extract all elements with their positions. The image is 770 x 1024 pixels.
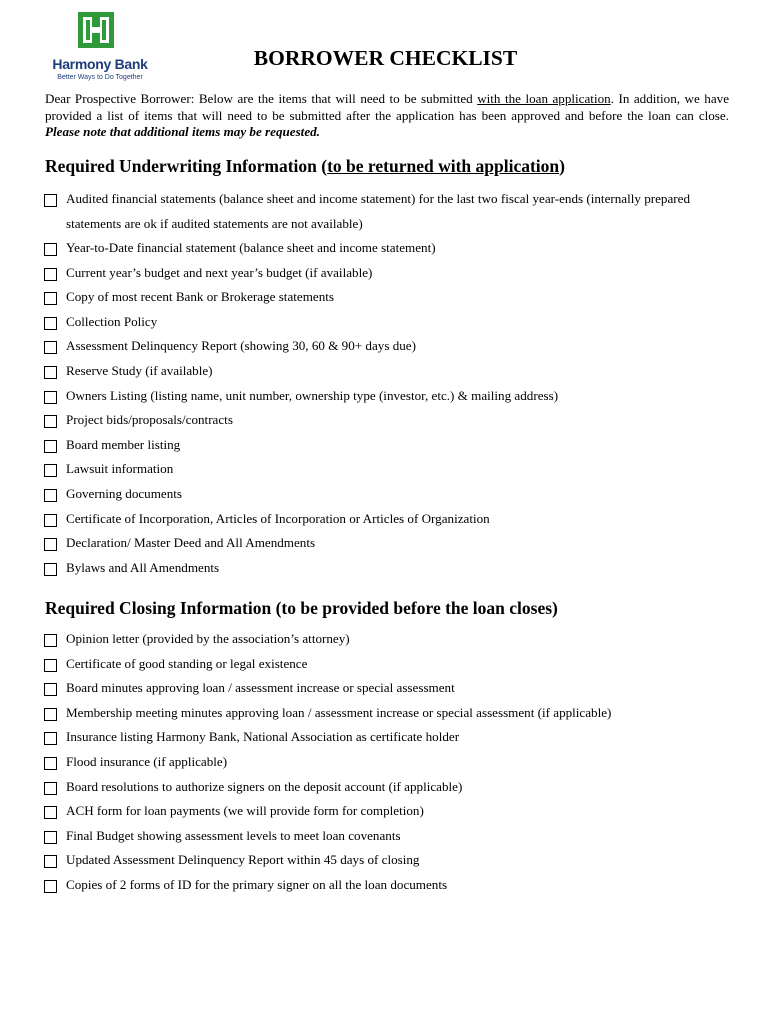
checklist-item-label: Membership meeting minutes approving loan / assessment increase or special assessment (if applicable) — [66, 704, 612, 720]
checklist-item-label: Board resolutions to authorize signers on the deposit account (if applicable) — [66, 778, 463, 794]
checklist-item — [44, 878, 744, 903]
checkbox[interactable] — [44, 489, 57, 502]
checkbox[interactable] — [44, 268, 57, 281]
logo-tagline: Better Ways to Do Together — [57, 74, 143, 81]
checkbox[interactable] — [44, 440, 57, 453]
checkbox[interactable] — [44, 708, 57, 721]
checkbox[interactable] — [44, 782, 57, 795]
checkbox[interactable] — [44, 243, 57, 256]
checklist-item-label: Opinion letter (provided by the association’s attorney) — [66, 631, 350, 646]
checkbox[interactable] — [44, 659, 57, 672]
checkbox[interactable] — [44, 538, 57, 551]
closing-section-heading: Required Closing Information (to be provided before the loan closes) — [45, 598, 558, 618]
logo-bank-name: Harmony Bank — [52, 56, 148, 72]
checklist-item-label: Current year’s budget and next year’s budget (if available) — [66, 264, 373, 280]
checklist-item-label: Final Budget showing assessment levels to meet loan covenants — [66, 827, 401, 843]
checklist-item-label: Certificate of good standing or legal existence — [66, 655, 308, 671]
checkbox[interactable] — [44, 366, 57, 379]
checklist-item-label: Board minutes approving loan / assessment increase or special assessment — [66, 680, 455, 696]
checklist-item-label: Reserve Study (if available) — [66, 362, 213, 378]
checkbox[interactable] — [44, 292, 57, 305]
checklist-item-label: Project bids/proposals/contracts — [66, 412, 233, 428]
checkbox[interactable] — [44, 683, 57, 696]
intro-paragraph — [45, 91, 729, 141]
harmony-bank-logo-icon — [78, 12, 114, 48]
checkbox[interactable] — [44, 317, 57, 330]
checkbox[interactable] — [44, 732, 57, 745]
checklist-item-label: Insurance listing Harmony Bank, National Association as certificate holder — [66, 729, 460, 745]
checkbox[interactable] — [44, 194, 57, 207]
checkbox[interactable] — [44, 341, 57, 354]
checklist-item-label: Declaration/ Master Deed and All Amendments — [66, 535, 316, 551]
intro-text-part1: Dear Prospective Borrower: Below are the items that will need to be submitted — [45, 91, 478, 106]
intro-text-part2: . In addition, we have provided a list of items that will need to be submitted after the application has been approved and before the loan can close. — [45, 91, 730, 123]
checklist-item-label: Governing documents — [66, 485, 183, 501]
checkbox[interactable] — [44, 757, 57, 770]
checklist-item-label: Updated Assessment Delinquency Report within 45 days of closing — [66, 852, 420, 868]
checkbox[interactable] — [44, 563, 57, 576]
checkbox[interactable] — [44, 415, 57, 428]
checklist-item-label: Assessment Delinquency Report (showing 30, 60 & 90+ days due) — [66, 338, 416, 354]
checklist-item-label: Certificate of Incorporation, Articles of Incorporation or Articles of Organization — [66, 510, 490, 526]
checklist-item-label: Flood insurance (if applicable) — [66, 753, 228, 769]
checklist-item-label: Bylaws and All Amendments — [66, 559, 220, 575]
checklist-item-label: ACH form for loan payments (we will provide form for completion) — [66, 803, 424, 819]
page-title: BORROWER CHECKLIST — [253, 46, 518, 70]
checkbox[interactable] — [44, 514, 57, 527]
checklist-item-label: Lawsuit information — [66, 461, 174, 477]
checklist-item-label: Audited financial statements (balance sheet and income statement) for the last two fiscal year-ends (internally prepared statements are ok if audited statements are not available) — [66, 191, 690, 231]
checkbox[interactable] — [44, 634, 57, 647]
checkbox[interactable] — [44, 464, 57, 477]
checklist-item — [44, 561, 744, 586]
intro-note: Please note that additional items may be requested. — [45, 124, 320, 139]
underwriting-section-heading: Required Underwriting Information (to be returned with application) — [45, 156, 565, 176]
checkbox[interactable] — [44, 880, 57, 893]
underwriting-checklist — [44, 192, 744, 585]
checkbox[interactable] — [44, 831, 57, 844]
closing-checklist — [44, 632, 744, 903]
checkbox[interactable] — [44, 855, 57, 868]
checklist-item-label: Collection Policy — [66, 313, 158, 329]
checklist-item-label: Copy of most recent Bank or Brokerage statements — [66, 289, 334, 305]
checklist-item-label: Owners Listing (listing name, unit number, ownership type (investor, etc.) & mailing address) — [66, 387, 559, 403]
checkbox[interactable] — [44, 391, 57, 404]
checklist-item-label: Board member listing — [66, 436, 181, 452]
checkbox[interactable] — [44, 806, 57, 819]
checklist-item — [44, 192, 744, 241]
checklist-item-label: Copies of 2 forms of ID for the primary signer on all the loan documents — [66, 876, 448, 892]
intro-underlined-text: with the loan application — [477, 91, 611, 106]
checklist-item-label: Year-to-Date financial statement (balance sheet and income statement) — [66, 240, 436, 255]
